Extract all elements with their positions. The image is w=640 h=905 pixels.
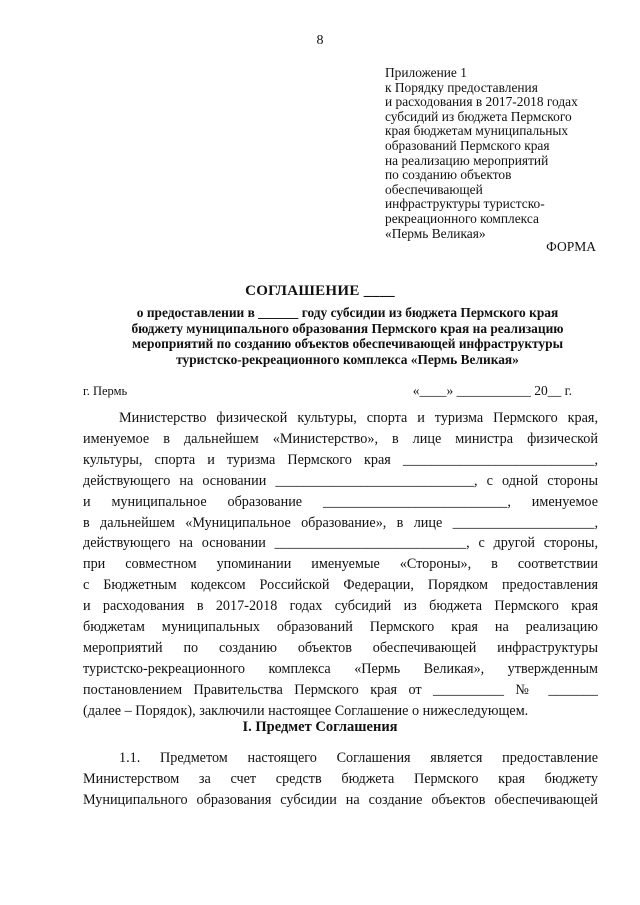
section-line: Министерством за счет средств бюджета Пермского края бюджету	[83, 771, 598, 787]
preamble-line: мероприятий по созданию объектов обеспечивающей инфраструктуры	[83, 639, 598, 656]
section-1-text	[83, 748, 598, 811]
appendix-line: рекреационного комплекса	[385, 210, 539, 226]
preamble-line: (далее – Порядок), заключили настоящее Соглашение о нижеследующем.	[83, 702, 529, 719]
appendix-line: обеспечивающей	[385, 181, 483, 197]
preamble-line: при совместном упоминании именуемые «Стороны», в соответствии	[83, 556, 598, 573]
appendix-line: к Порядку предоставления	[385, 79, 538, 95]
appendix-line: образований Пермского края	[385, 137, 550, 153]
section-line: 1.1. Предметом настоящего Соглашения является предоставление	[119, 750, 598, 766]
preamble-line: постановлением Правительства Пермского края от __________ № _______	[83, 681, 598, 698]
appendix-line: инфраструктуры туристско-	[385, 196, 545, 212]
document-title: СОГЛАШЕНИЕ ____	[245, 283, 395, 299]
appendix-line: субсидий из бюджета Пермского	[385, 108, 572, 124]
subtitle-line: туристско-рекреационного комплекса «Пермь Великая»	[176, 351, 519, 367]
page-number: 8	[316, 33, 324, 48]
preamble-line: и расходования в 2017-2018 годах субсидий из бюджета Пермского края	[83, 598, 598, 615]
date-line: «____» ___________ 20__ г.	[412, 383, 572, 398]
preamble-line: Министерство физической культуры, спорта и туризма Пермского края,	[119, 410, 598, 426]
appendix-line: и расходования в 2017-2018 годах	[385, 94, 578, 110]
form-label: ФОРМА	[546, 239, 596, 254]
appendix-block	[385, 66, 625, 241]
preamble-line: бюджетам муниципальных образований Пермского края на реализацию	[83, 619, 598, 636]
preamble-line: и муниципальное образование __________________________, именуемое	[83, 493, 598, 510]
preamble-line: с Бюджетным кодексом Российской Федерации, Порядком предоставления	[83, 577, 598, 594]
place-of-signing: г. Пермь	[83, 384, 128, 398]
subtitle-line: бюджету муниципального образования Пермского края на реализацию	[131, 320, 564, 336]
preamble-line: в дальнейшем «Муниципальное образование», в лице ____________________,	[83, 514, 598, 531]
preamble-line: действующего на основании ___________________________, с другой стороны,	[83, 535, 598, 552]
appendix-line: по созданию объектов	[385, 167, 512, 183]
appendix-line: Приложение 1	[385, 65, 467, 80]
preamble-line: именуемое в дальнейшем «Министерство», в лице министра физической	[83, 430, 598, 447]
document-subtitle	[80, 305, 615, 367]
subtitle-line: о предоставлении в ______ году субсидии из бюджета Пермского края	[136, 305, 559, 320]
preamble-line: культуры, спорта и туризма Пермского края ___________________________,	[83, 451, 598, 468]
appendix-line: края бюджетам муниципальных	[385, 123, 569, 139]
appendix-line: на реализацию мероприятий	[385, 152, 549, 168]
preamble-line: действующего на основании ____________________________, с одной стороны	[83, 472, 598, 489]
preamble-line: туристско-рекреационного комплекса «Пермь Великая», утвержденным	[83, 660, 598, 677]
preamble	[83, 408, 598, 722]
section-line: Муниципального образования субсидии на создание объектов обеспечивающей	[83, 792, 598, 808]
appendix-line: «Пермь Великая»	[385, 225, 486, 241]
subtitle-line: мероприятий по созданию объектов обеспечивающей инфраструктуры	[131, 336, 564, 351]
section-heading: I. Предмет Соглашения	[242, 719, 398, 735]
